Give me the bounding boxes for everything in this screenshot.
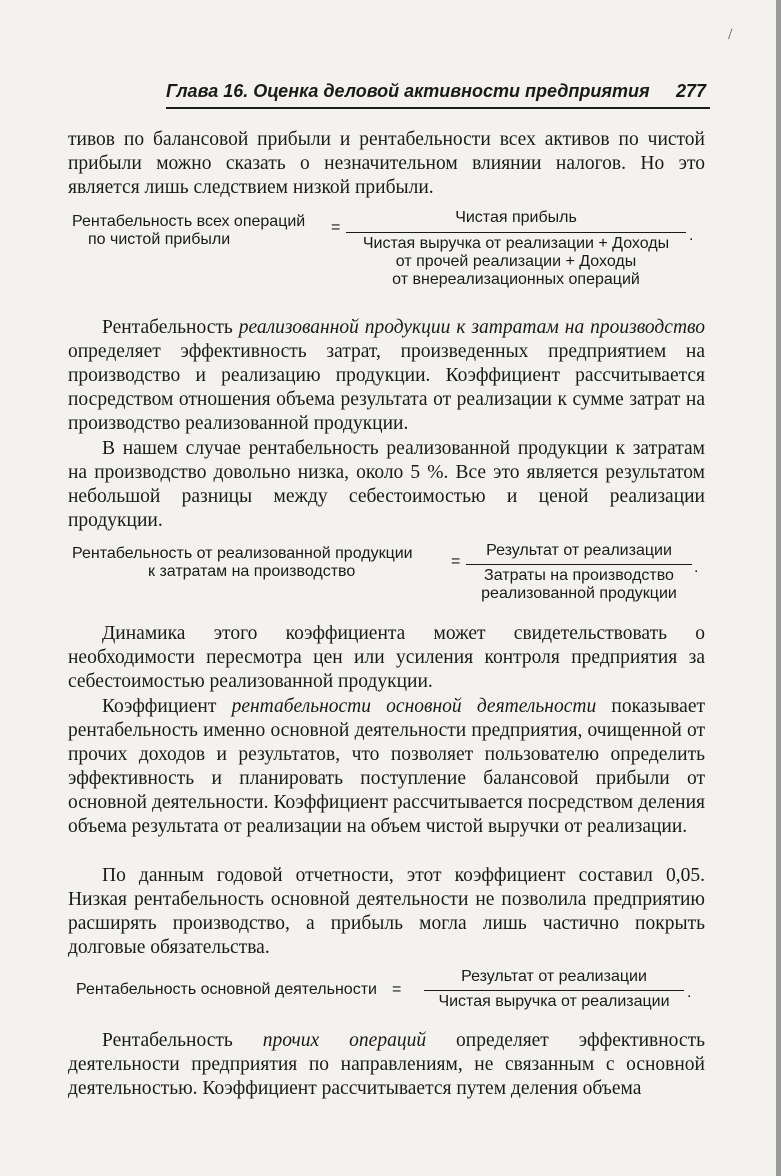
paragraph-7-term: прочих операций	[262, 1030, 427, 1051]
formula-label-line-1: Рентабельность всех операций	[72, 213, 306, 230]
paragraph-3: В нашем случае рентабельность реализованной продукции к затратам на производство довольно низка, около 5 %. Все это является результатом небольшой разницы между себестоимостью и ценой реализации продукции.	[68, 438, 705, 531]
formula-numerator: Результат от реализации	[486, 542, 672, 559]
formula-label-line-1: Рентабельность от реализованной продукции	[72, 545, 413, 562]
paragraph-7	[68, 1029, 705, 1101]
equals-sign: =	[392, 981, 402, 998]
paragraph-2	[68, 316, 705, 436]
formula-denominator-line-1: Чистая выручка от реализации + Доходы	[362, 235, 670, 252]
formula-label-line-2: к затратам на производство	[148, 563, 356, 580]
paragraph-5-term: рентабельности основной деятельности	[231, 696, 597, 717]
formula-label: Рентабельность основной деятельности	[76, 981, 377, 998]
formula-denominator: Чистая выручка от реализации	[438, 993, 670, 1010]
fraction-bar	[346, 232, 686, 233]
fraction-bar	[424, 990, 684, 991]
paragraph-7-rest: определяет эффективность деятельности предприятия по направлениям, не связанным с основной деятельностью. Коэффициент рассчитывается путем деления объема	[68, 1030, 705, 1099]
paragraph-2-lead: Рентабельность	[102, 317, 239, 338]
paragraph-1: тивов по балансовой прибыли и рентабельности всех активов по чистой прибыли можно сказать о незначительном влиянии налогов. Но это является лишь следствием низкой прибыли.	[68, 129, 705, 198]
paragraph-5-rest: показывает рентабельность именно основной деятельности предприятия, очищенной от прочих доходов и результатов, что позволяет пользователю определить эффективность и планировать поступление балансовой прибыли от основной деятельности. Коэффициент рассчитывается посредством деления объема результата от реализации на объем чистой выручки от реализации.	[68, 696, 706, 837]
paragraph-5-lead: Коэффициент	[102, 696, 232, 717]
paragraph-4: Динамика этого коэффициента может свидетельствовать о необходимости пересмотра цен или усиления контроля предприятия за себестоимостью реализованной продукции.	[68, 623, 705, 692]
equals-sign: =	[331, 219, 341, 236]
formula-numerator: Результат от реализации	[461, 968, 647, 985]
formula-period: .	[687, 984, 692, 1001]
formula-denominator-line-2: от прочей реализации + Доходы	[395, 253, 637, 270]
formula-period: .	[694, 559, 699, 576]
fraction-bar	[466, 564, 692, 565]
paragraph-2-term: реализованной продукции к затратам на производство	[238, 317, 705, 338]
paragraph-7-lead: Рентабельность	[102, 1030, 263, 1051]
formula-label-line-2: по чистой прибыли	[88, 231, 231, 248]
running-header	[166, 81, 710, 109]
formula-profitability-sold-products	[0, 540, 781, 606]
formula-denominator-line-3: от внереализационных операций	[392, 271, 640, 288]
formula-period: .	[689, 227, 694, 244]
equals-sign: =	[451, 553, 461, 570]
formula-denominator-line-2: реализованной продукции	[481, 585, 677, 602]
chapter-title: Глава 16. Оценка деловой активности предприятия	[166, 81, 650, 101]
paragraph-5	[68, 695, 705, 839]
formula-profitability-core-activity	[0, 967, 781, 1015]
formula-denominator-line-1: Затраты на производство	[484, 567, 674, 584]
scan-mark: /	[728, 26, 733, 43]
paragraph-2-rest: определяет эффективность затрат, произведенных предприятием на производство и реализацию продукции. Коэффициент рассчитывается посредством отношения объема результата от реализации к сумме затрат на производство реализованной продукции.	[68, 341, 705, 434]
paragraph-6: По данным годовой отчетности, этот коэффициент составил 0,05. Низкая рентабельность основной деятельности не позволила предприятию расширять производство, а прибыль могла лишь частично покрыть долговые обязательства.	[68, 865, 705, 958]
formula-profitability-all-operations	[0, 208, 781, 293]
formula-numerator: Чистая прибыль	[455, 209, 577, 226]
page-number: 277	[675, 81, 706, 101]
